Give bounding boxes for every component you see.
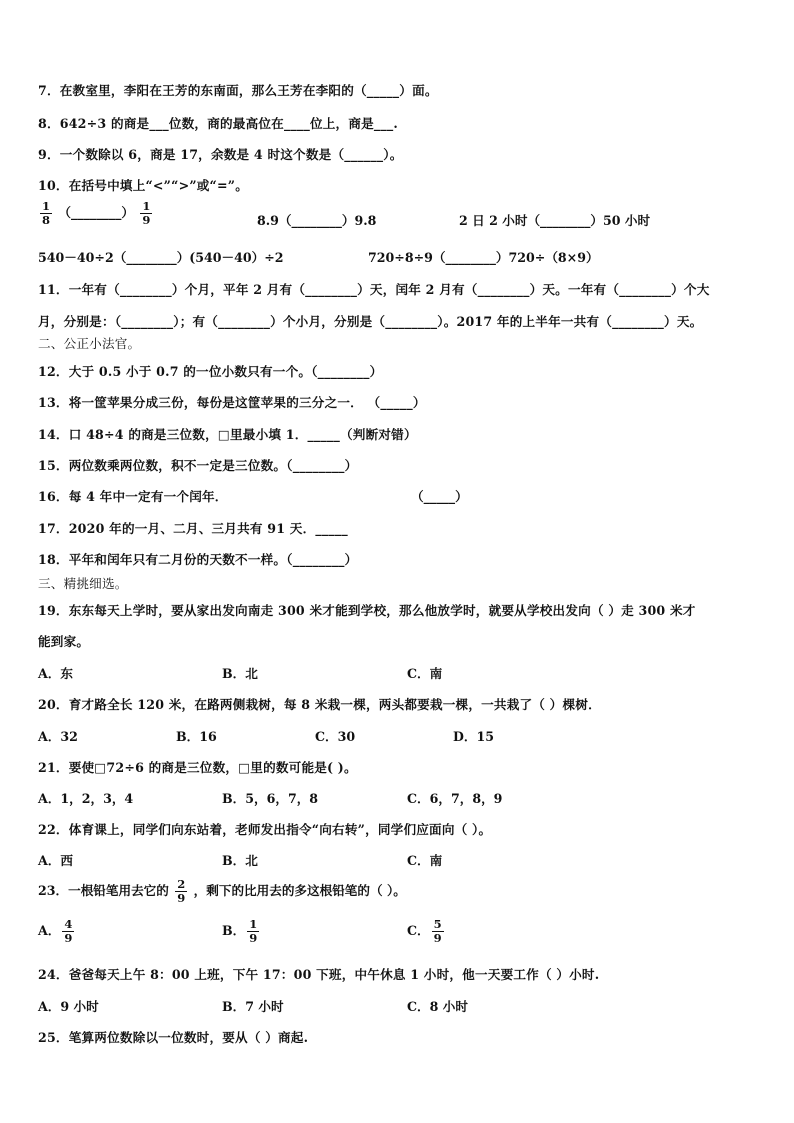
- q20-option-d: D．15: [453, 729, 495, 744]
- section-3-heading: 三、精挑细选。: [38, 576, 128, 591]
- question-18: 18．平年和闰年只有二月份的天数不一样。（________）: [38, 552, 358, 567]
- q21-option-c: C．6，7，8，9: [407, 791, 503, 806]
- fraction: $\frac{5}{9}$: [433, 917, 442, 945]
- q24-option-a: A．9 小时: [38, 999, 99, 1014]
- question-16-blank: （_____）: [411, 489, 468, 504]
- question-21: 21．要使□72÷6 的商是三位数，□里的数可能是( )。: [38, 760, 357, 775]
- q23-option-a: A． $\frac{4}{9}$: [38, 917, 73, 945]
- question-17: 17．2020 年的一月、二月、三月共有 91 天．_____: [38, 521, 348, 536]
- q23-option-c: C． $\frac{5}{9}$: [407, 917, 442, 945]
- question-14: 14．口 48÷4 的商是三位数，□里最小填 1．_____（判断对错）: [38, 427, 417, 442]
- question-22: 22．体育课上，同学们向东站着，老师发出指令“向右转”，同学们应面向（ ）。: [38, 822, 492, 837]
- q24-option-b: B．7 小时: [222, 999, 284, 1014]
- q10-item-c: 2 日 2 小时（________）50 小时: [459, 213, 651, 228]
- question-24: 24．爸爸每天上午 8：00 上班，下午 17：00 下班，中午休息 1 小时，他一天要工作（ ）小时.: [38, 967, 600, 982]
- question-19-line-2: 能到家。: [38, 634, 90, 649]
- question-11-line-2: 月，分别是：（________）；有（________）个小月，分别是（________）。2017 年的上半年一共有（________）天。: [38, 314, 703, 329]
- fraction: $\frac{2}{9}$: [177, 877, 186, 905]
- question-20: 20．育才路全长 120 米，在路两侧栽树，每 8 米栽一棵，两头都要栽一棵，一共栽了（ ）棵树．: [38, 697, 601, 712]
- question-19-line-1: 19．东东每天上学时，要从家出发向南走 300 米才能到学校，那么他放学时，就要从学校出发向（ ）走 300 米才: [38, 603, 696, 618]
- question-15: 15．两位数乘两位数，积不一定是三位数。（________）: [38, 458, 358, 473]
- q21-option-b: B．5，6，7，8: [222, 791, 319, 806]
- q19-option-c: C．南: [407, 666, 443, 681]
- q19-option-b: B．北: [222, 666, 258, 681]
- answer-blank: （________）: [58, 205, 134, 220]
- q19-option-a: A．东: [38, 666, 73, 681]
- question-12: 12．大于 0.5 小于 0.7 的一位小数只有一个。（________）: [38, 364, 383, 379]
- q20-option-c: C．30: [315, 729, 356, 744]
- fraction: $\frac{1}{8}$: [42, 199, 51, 227]
- q10-item-a: [38, 200, 154, 227]
- question-10: 10．在括号中填上“<”“>”或“=”。: [38, 178, 248, 193]
- q22-option-b: B．北: [222, 853, 258, 868]
- q22-option-c: C．南: [407, 853, 443, 868]
- fraction: $\frac{1}{9}$: [249, 917, 258, 945]
- question-8: 8．642÷3 的商是___位数，商的最高位在____位上，商是___.: [38, 116, 398, 131]
- fraction: $\frac{1}{9}$: [142, 199, 151, 227]
- question-23: 23．一根铅笔用去它的 $\frac{2}{9}$ ，剩下的比用去的多这根铅笔的（ ）。: [38, 877, 406, 905]
- q10-item-d: 540－40÷2（________）(540－40）÷2: [38, 250, 284, 265]
- question-13: 13．将一筐苹果分成三份，每份是这筐苹果的三分之一． （_____）: [38, 395, 426, 410]
- q23-option-b: B． $\frac{1}{9}$: [222, 917, 258, 945]
- question-25: 25．笔算两位数除以一位数时，要从（ ）商起.: [38, 1030, 309, 1045]
- q10-item-e: 720÷8÷9（________）720÷（8×9）: [368, 250, 599, 265]
- q20-option-a: A．32: [38, 729, 78, 744]
- question-9: 9．一个数除以 6，商是 17，余数是 4 时这个数是（______）。: [38, 147, 403, 162]
- q10-item-b: 8.9（________）9.8: [257, 213, 377, 228]
- question-7: 7．在教室里，李阳在王芳的东南面，那么王芳在李阳的（_____）面。: [38, 83, 438, 98]
- q21-option-a: A．1，2，3，4: [38, 791, 134, 806]
- q20-option-b: B．16: [176, 729, 217, 744]
- question-16: 16．每 4 年中一定有一个闰年．: [38, 489, 228, 504]
- fraction: $\frac{4}{9}$: [64, 917, 73, 945]
- q22-option-a: A．西: [38, 853, 73, 868]
- q24-option-c: C．8 小时: [407, 999, 468, 1014]
- question-11-line-1: 11．一年有（________）个月，平年 2 月有（________）天，闰年 2 月有（________）天。一年有（________）个大: [38, 282, 710, 297]
- section-2-heading: 二、公正小法官。: [38, 336, 141, 351]
